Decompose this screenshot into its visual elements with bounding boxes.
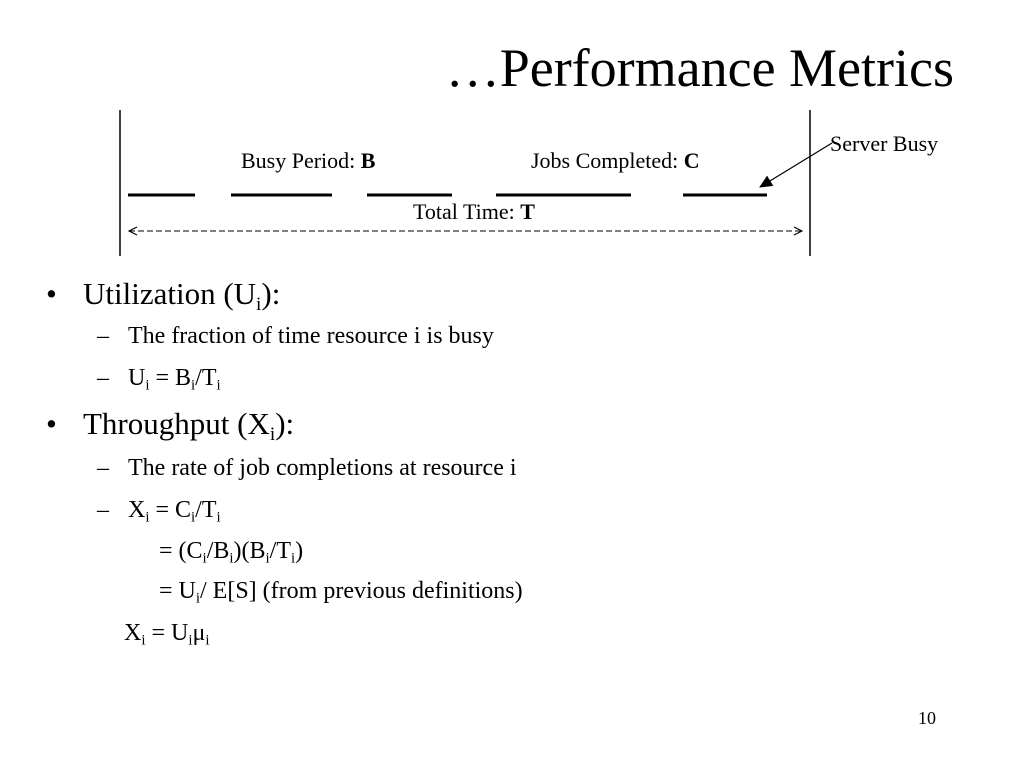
formula-sub: i: [229, 550, 234, 567]
slide-title: …Performance Metrics: [445, 38, 954, 98]
total-time-text: Total Time:: [413, 199, 521, 224]
formula-part: = (C: [159, 538, 203, 564]
formula-part: μ: [192, 620, 206, 646]
formula-sub: i: [145, 509, 150, 526]
formula-part: U: [128, 365, 146, 391]
formula-sub: i: [265, 550, 270, 567]
jobs-completed-symbol: C: [683, 148, 700, 173]
throughput-sub: i: [269, 423, 276, 445]
formula-part: = U: [159, 578, 196, 604]
formula-sub: i: [216, 509, 221, 526]
server-busy-label: Server Busy: [830, 131, 939, 156]
page-number: 10: [918, 708, 936, 728]
throughput-text: Throughput (X: [83, 406, 270, 441]
utilization-heading: [83, 276, 281, 315]
throughput-description: The rate of job completions at resource i: [128, 455, 517, 481]
dash-marker: –: [97, 365, 109, 391]
formula-part: ): [295, 538, 304, 564]
formula-part: / E[S] (from previous definitions): [200, 578, 523, 604]
utilization-formula: [128, 364, 221, 392]
throughput-expansion: [159, 537, 303, 565]
formula-sub: i: [145, 377, 150, 394]
formula-sub: i: [216, 377, 221, 394]
formula-sub: i: [202, 550, 207, 567]
formula-sub: i: [191, 377, 196, 394]
busy-period-text: Busy Period:: [241, 148, 361, 173]
busy-period-symbol: B: [360, 148, 376, 173]
total-time-symbol: T: [520, 199, 535, 224]
throughput-tail: ):: [275, 406, 295, 441]
throughput-heading: [83, 406, 295, 445]
formula-part: = C: [149, 497, 192, 523]
formula-part: = B: [149, 365, 192, 391]
formula-part: = U: [145, 620, 189, 646]
formula-sub: i: [290, 550, 296, 567]
formula-part: /T: [269, 538, 291, 564]
formula-part: /T: [195, 497, 217, 523]
formula-part: )(B: [233, 538, 266, 564]
dash-marker: –: [97, 323, 109, 349]
utilization-sub: i: [256, 293, 262, 315]
formula-part: /T: [195, 365, 217, 391]
formula-part: /B: [206, 538, 230, 564]
formula-sub: i: [141, 632, 146, 649]
utilization-tail: ):: [261, 276, 281, 311]
formula-sub: i: [195, 590, 201, 607]
throughput-formula: [128, 496, 221, 524]
throughput-previous-definitions: [159, 577, 523, 605]
formula-sub: i: [191, 509, 196, 526]
bullet-dot: •: [46, 406, 57, 441]
throughput-mu-formula: [124, 619, 210, 647]
formula-part: X: [128, 497, 146, 523]
dash-marker: –: [97, 497, 109, 523]
formula-part: X: [124, 620, 142, 646]
dash-marker: –: [97, 455, 109, 481]
jobs-completed-text: Jobs Completed:: [531, 148, 684, 173]
utilization-text: Utilization (U: [83, 276, 257, 311]
formula-sub: i: [205, 632, 210, 649]
formula-sub: i: [188, 632, 193, 649]
utilization-description: The fraction of time resource i is busy: [128, 323, 494, 349]
bullet-dot: •: [46, 276, 57, 311]
